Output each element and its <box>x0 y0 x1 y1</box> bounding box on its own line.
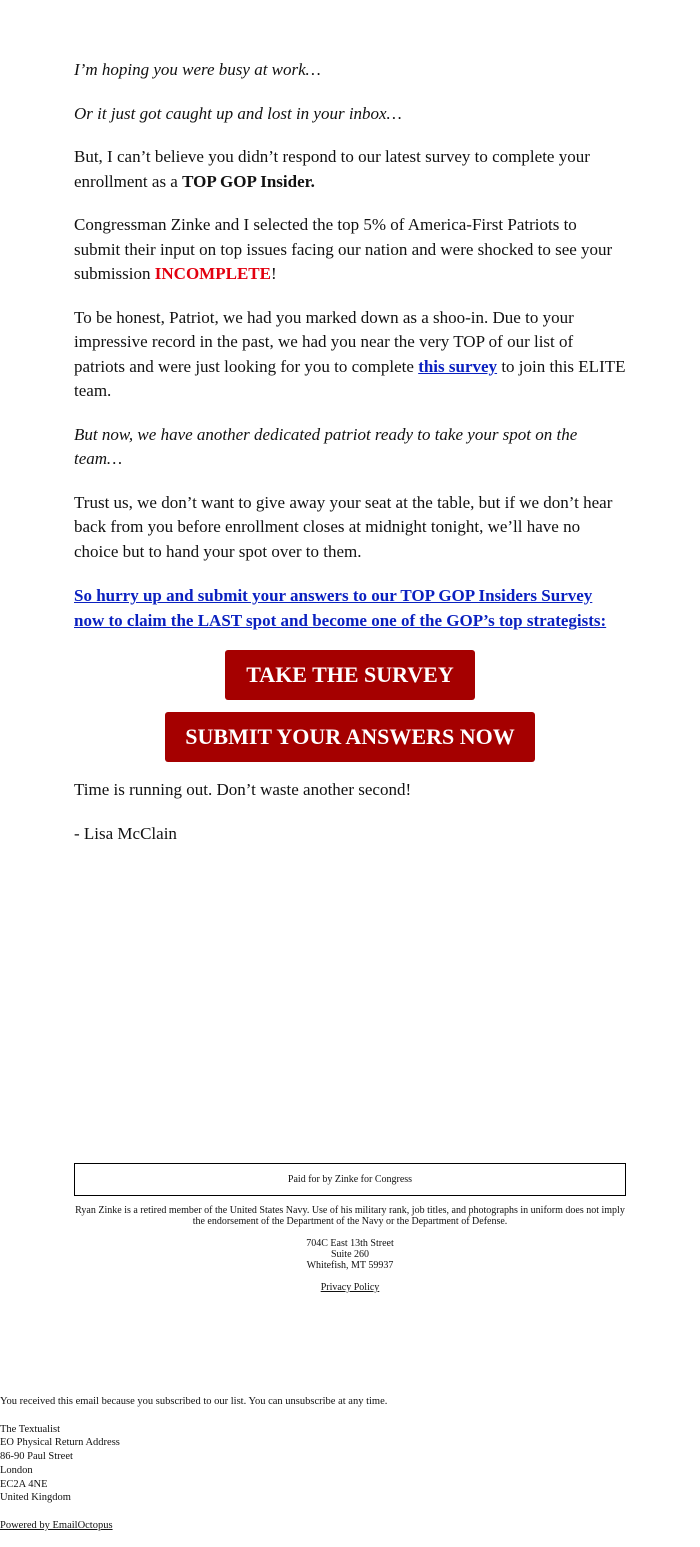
powered-by-link[interactable]: Powered by EmailOctopus <box>0 1519 113 1531</box>
paragraph-enrollment <box>74 145 626 194</box>
address-line: EO Physical Return Address <box>0 1437 120 1449</box>
address-line: 86-90 Paul Street <box>0 1451 73 1463</box>
address-line: United Kingdom <box>0 1492 71 1504</box>
paragraph-record <box>74 306 626 404</box>
address-line: The Textualist <box>0 1423 61 1435</box>
paragraph-text: But, I can’t believe you didn’t respond to our latest survey to complete your enrollment as a <box>74 147 590 191</box>
submit-answers-row <box>74 712 626 778</box>
paid-for-box: Paid for by Zinke for Congress <box>74 1163 626 1196</box>
address-line: Suite 260 <box>330 1249 370 1260</box>
navy-disclaimer: Ryan Zinke is a retired member of the United States Navy. Use of his military rank, job titles, and photographs in uniform does not imply the endorsement of the Department of the Navy or the Department of Defense. <box>75 1205 625 1227</box>
footer-info <box>74 1205 626 1304</box>
incomplete-label: INCOMPLETE <box>154 264 271 283</box>
take-survey-row <box>74 650 626 712</box>
sender-address <box>0 1423 700 1505</box>
insider-title: TOP GOP Insider. <box>182 171 315 191</box>
privacy-policy-link[interactable]: Privacy Policy <box>320 1282 380 1293</box>
intro-paragraph-2: Or it just got caught up and lost in your inbox… <box>74 103 402 123</box>
this-survey-link[interactable]: this survey <box>418 356 498 376</box>
closing-line: Time is running out. Don’t waste another second! <box>74 780 412 799</box>
email-body <box>74 58 626 865</box>
campaign-address <box>74 1238 626 1271</box>
signature: - Lisa McClain <box>74 823 177 843</box>
subscription-notice: You received this email because you subscribed to our list. You can unsubscribe at any time. <box>0 1396 388 1407</box>
address-line: 704C East 13th Street <box>306 1238 394 1249</box>
paragraph-text: ! <box>270 264 277 283</box>
survey-cta-link[interactable]: So hurry up and submit your answers to our TOP GOP Insiders Survey now to claim the LAST spot and become one of the GOP’s top strategists: <box>74 586 607 630</box>
paragraph-selection <box>74 213 626 287</box>
address-line: Whitefish, MT 59937 <box>306 1260 394 1271</box>
paragraph-replacement: But now, we have another dedicated patriot ready to take your spot on the team… <box>74 424 578 468</box>
paragraph-text: To be honest, Patriot, we had you marked down as a shoo-in. Due to your impressive record in the past, we had you near the very TOP of our list of patriots and were just looking for you to complete <box>74 307 574 376</box>
take-survey-button[interactable]: TAKE THE SURVEY <box>225 650 474 700</box>
address-line: London <box>0 1464 33 1476</box>
intro-paragraph-1: I’m hoping you were busy at work… <box>74 60 321 79</box>
email-footer <box>0 1395 700 1547</box>
paragraph-text: Congressman Zinke and I selected the top 5% of America-First Patriots to submit their input on top issues facing our nation and were shocked to see your submission <box>74 215 613 283</box>
paragraph-deadline: Trust us, we don’t want to give away your seat at the table, but if we don’t hear back from you before enrollment closes at midnight tonight, we’ll have no choice but to hand your spot over to them. <box>74 492 613 561</box>
submit-answers-button[interactable]: SUBMIT YOUR ANSWERS NOW <box>165 712 534 762</box>
address-line: EC2A 4NE <box>0 1478 48 1490</box>
paragraph-text: to join this ELITE team. <box>74 356 626 400</box>
